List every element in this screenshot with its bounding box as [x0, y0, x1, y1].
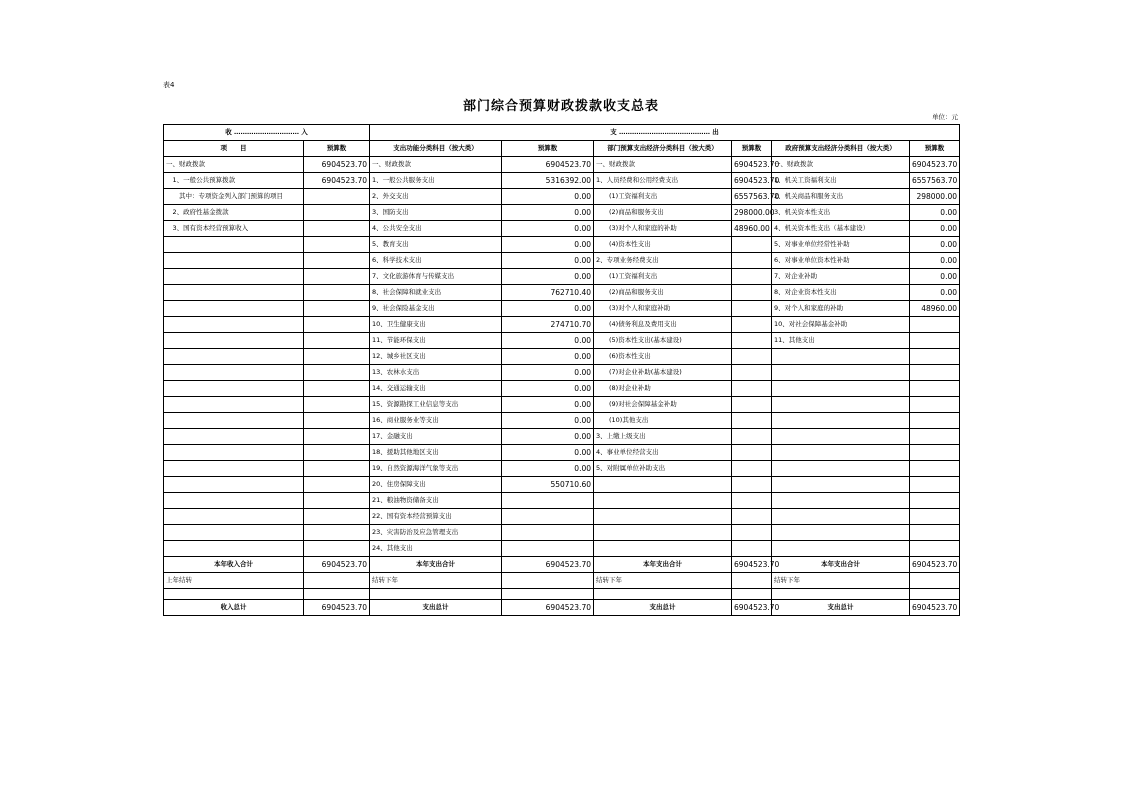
item-cell [772, 541, 910, 557]
column-header: 部门预算支出经济分类科目（按大类） [594, 141, 732, 157]
item-cell: 3、机关资本性支出 [772, 205, 910, 221]
item-cell: 9、对个人和家庭的补助 [772, 301, 910, 317]
amount-cell: 550710.60 [502, 477, 594, 493]
amount-cell [304, 285, 370, 301]
amount-cell [304, 365, 370, 381]
item-cell: 2、专项业务经费支出 [594, 253, 732, 269]
item-cell [772, 365, 910, 381]
item-cell: 1、一般公共服务支出 [370, 173, 502, 189]
amount-cell: 6904523.70 [732, 600, 772, 616]
table-row [164, 301, 960, 317]
item-cell: (4)债务利息及费用支出 [594, 317, 732, 333]
section-header-row [164, 125, 960, 141]
amount-cell [304, 333, 370, 349]
amount-cell: 6904523.70 [910, 600, 960, 616]
amount-cell: 0.00 [502, 381, 594, 397]
amount-cell [732, 397, 772, 413]
item-cell: 结转下年 [772, 573, 910, 589]
item-cell [772, 397, 910, 413]
item-cell: 4、事业单位经营支出 [594, 445, 732, 461]
item-cell [164, 445, 304, 461]
item-cell: 支出总计 [594, 600, 732, 616]
table-row [164, 205, 960, 221]
item-cell [772, 477, 910, 493]
item-cell: (1)工资福利支出 [594, 269, 732, 285]
amount-cell [304, 525, 370, 541]
table-row [164, 413, 960, 429]
item-cell: 一、财政拨款 [772, 157, 910, 173]
item-cell [164, 381, 304, 397]
item-cell [164, 413, 304, 429]
table-row [164, 157, 960, 173]
item-cell: 22、国有资本经营预算支出 [370, 509, 502, 525]
amount-cell [304, 397, 370, 413]
item-cell [164, 333, 304, 349]
item-cell [164, 541, 304, 557]
amount-cell: 0.00 [910, 269, 960, 285]
amount-cell: 298000.00 [732, 205, 772, 221]
page-title: 部门综合预算财政拨款收支总表 [462, 99, 659, 114]
item-cell [164, 269, 304, 285]
amount-cell [732, 365, 772, 381]
item-cell [772, 413, 910, 429]
item-cell [164, 493, 304, 509]
empty-cell [370, 589, 502, 600]
item-cell: (1)工资福利支出 [594, 189, 732, 205]
item-cell: 11、节能环保支出 [370, 333, 502, 349]
item-cell: 支出总计 [772, 600, 910, 616]
item-cell [772, 349, 910, 365]
column-header: 预算数 [910, 141, 960, 157]
item-cell: (9)对社会保障基金补助 [594, 397, 732, 413]
item-cell: 5、对事业单位经常性补助 [772, 237, 910, 253]
item-cell: 本年收入合计 [164, 557, 304, 573]
amount-cell [304, 205, 370, 221]
table-row [164, 221, 960, 237]
item-cell: 1、机关工资福利支出 [772, 173, 910, 189]
amount-cell: 0.00 [502, 365, 594, 381]
item-cell: 1、人员经费和公用经费支出 [594, 173, 732, 189]
item-cell [772, 445, 910, 461]
amount-cell: 6557563.70 [910, 173, 960, 189]
amount-cell [732, 253, 772, 269]
amount-cell: 0.00 [502, 301, 594, 317]
item-cell: 8、对企业资本性支出 [772, 285, 910, 301]
amount-cell: 6904523.70 [304, 157, 370, 173]
amount-cell: 0.00 [502, 445, 594, 461]
amount-cell [502, 573, 594, 589]
table-row [164, 237, 960, 253]
item-cell: 23、灾害防治及应急管理支出 [370, 525, 502, 541]
amount-cell [910, 573, 960, 589]
item-cell: 20、住房保障支出 [370, 477, 502, 493]
amount-cell [304, 509, 370, 525]
column-header: 项 目 [164, 141, 304, 157]
amount-cell [304, 477, 370, 493]
item-cell [594, 509, 732, 525]
amount-cell [304, 461, 370, 477]
item-cell [164, 509, 304, 525]
amount-cell [910, 429, 960, 445]
table-row [164, 541, 960, 557]
item-cell: 一、财政拨款 [164, 157, 304, 173]
amount-cell: 0.00 [502, 461, 594, 477]
item-cell: 16、商业服务业等支出 [370, 413, 502, 429]
empty-cell [910, 589, 960, 600]
amount-cell: 6904523.70 [502, 157, 594, 173]
item-cell [594, 477, 732, 493]
item-cell [164, 429, 304, 445]
item-cell: 21、粮油物资储备支出 [370, 493, 502, 509]
year-total-row [164, 557, 960, 573]
amount-cell [732, 237, 772, 253]
amount-cell [304, 381, 370, 397]
amount-cell: 6904523.70 [502, 600, 594, 616]
item-cell: 4、机关资本性支出（基本建设） [772, 221, 910, 237]
column-header: 预算数 [304, 141, 370, 157]
item-cell: 6、科学技术支出 [370, 253, 502, 269]
amount-cell [732, 349, 772, 365]
item-cell: 2、政府性基金拨款 [164, 205, 304, 221]
carry-over-row [164, 573, 960, 589]
amount-cell: 6904523.70 [732, 157, 772, 173]
item-cell: 2、外交支出 [370, 189, 502, 205]
item-cell: 18、援助其他地区支出 [370, 445, 502, 461]
item-cell: 10、卫生健康支出 [370, 317, 502, 333]
item-cell: 支出总计 [370, 600, 502, 616]
item-cell: 19、自然资源海洋气象等支出 [370, 461, 502, 477]
amount-cell [732, 269, 772, 285]
item-cell: 10、对社会保障基金补助 [772, 317, 910, 333]
amount-cell [732, 509, 772, 525]
amount-cell: 0.00 [502, 413, 594, 429]
amount-cell: 0.00 [502, 349, 594, 365]
amount-cell [732, 461, 772, 477]
column-header-row [164, 141, 960, 157]
amount-cell [732, 317, 772, 333]
table-row [164, 365, 960, 381]
table-row [164, 317, 960, 333]
table-row [164, 189, 960, 205]
item-cell [164, 285, 304, 301]
amount-cell [732, 573, 772, 589]
item-cell [772, 509, 910, 525]
item-cell: 其中：专项资金列入部门预算的项目 [164, 189, 304, 205]
item-cell [164, 349, 304, 365]
amount-cell [732, 445, 772, 461]
item-cell [594, 541, 732, 557]
table-row [164, 285, 960, 301]
column-header: 支出功能分类科目（按大类） [370, 141, 502, 157]
amount-cell: 0.00 [502, 269, 594, 285]
empty-cell [502, 589, 594, 600]
table-label: 表4 [163, 81, 175, 89]
column-header: 政府预算支出经济分类科目（按大类） [772, 141, 910, 157]
item-cell [772, 429, 910, 445]
amount-cell [304, 237, 370, 253]
item-cell [164, 461, 304, 477]
item-cell: 本年支出合计 [594, 557, 732, 573]
item-cell [164, 525, 304, 541]
amount-cell: 6904523.70 [732, 557, 772, 573]
amount-cell: 5316392.00 [502, 173, 594, 189]
item-cell [164, 237, 304, 253]
item-cell: 3、上缴上级支出 [594, 429, 732, 445]
item-cell [594, 525, 732, 541]
item-cell: (4)资本性支出 [594, 237, 732, 253]
item-cell: 5、教育支出 [370, 237, 502, 253]
amount-cell [502, 525, 594, 541]
item-cell: 1、一般公共预算拨款 [164, 173, 304, 189]
item-cell: 15、资源勘探工业信息等支出 [370, 397, 502, 413]
item-cell: 17、金融支出 [370, 429, 502, 445]
table-row [164, 333, 960, 349]
amount-cell [304, 445, 370, 461]
item-cell [772, 493, 910, 509]
amount-cell: 0.00 [502, 237, 594, 253]
amount-cell [910, 349, 960, 365]
item-cell: 2、机关商品和服务支出 [772, 189, 910, 205]
item-cell: 一、财政拨款 [370, 157, 502, 173]
amount-cell [732, 493, 772, 509]
empty-cell [594, 589, 732, 600]
table-row [164, 445, 960, 461]
table-row [164, 461, 960, 477]
item-cell: 13、农林水支出 [370, 365, 502, 381]
amount-cell [732, 429, 772, 445]
item-cell: 8、社会保障和就业支出 [370, 285, 502, 301]
item-cell: 本年支出合计 [370, 557, 502, 573]
amount-cell [732, 381, 772, 397]
table-row [164, 397, 960, 413]
column-header: 预算数 [502, 141, 594, 157]
item-cell: 24、其他支出 [370, 541, 502, 557]
amount-cell [732, 301, 772, 317]
amount-cell: 0.00 [910, 285, 960, 301]
amount-cell: 0.00 [910, 221, 960, 237]
empty-cell [304, 589, 370, 600]
table-row [164, 269, 960, 285]
item-cell: (3)对个人和家庭的补助 [594, 221, 732, 237]
amount-cell: 0.00 [502, 205, 594, 221]
amount-cell [304, 221, 370, 237]
amount-cell [304, 541, 370, 557]
amount-cell [910, 365, 960, 381]
amount-cell: 6904523.70 [304, 173, 370, 189]
amount-cell [304, 253, 370, 269]
item-cell: (5)资本性支出(基本建设) [594, 333, 732, 349]
item-cell: (7)对企业补助(基本建设) [594, 365, 732, 381]
amount-cell [304, 317, 370, 333]
table-row [164, 381, 960, 397]
amount-cell [910, 461, 960, 477]
amount-cell: 0.00 [502, 221, 594, 237]
empty-cell [772, 589, 910, 600]
amount-cell [910, 317, 960, 333]
item-cell: 上年结转 [164, 573, 304, 589]
item-cell [772, 381, 910, 397]
amount-cell: 6904523.70 [502, 557, 594, 573]
amount-cell [910, 381, 960, 397]
amount-cell [304, 493, 370, 509]
item-cell: (3)对个人和家庭补助 [594, 301, 732, 317]
item-cell: 结转下年 [594, 573, 732, 589]
income-section-header: 收 ………………………… 入 [164, 125, 370, 141]
item-cell: 3、国有资本经营预算收入 [164, 221, 304, 237]
item-cell: 结转下年 [370, 573, 502, 589]
item-cell: 12、城乡社区支出 [370, 349, 502, 365]
column-header: 预算数 [732, 141, 772, 157]
item-cell: (2)商品和服务支出 [594, 285, 732, 301]
amount-cell [910, 525, 960, 541]
item-cell [772, 461, 910, 477]
amount-cell [304, 413, 370, 429]
amount-cell: 0.00 [502, 253, 594, 269]
item-cell: (8)对企业补助 [594, 381, 732, 397]
amount-cell: 6904523.70 [732, 173, 772, 189]
expense-section-header: 支 …………………………………… 出 [370, 125, 960, 141]
amount-cell: 0.00 [910, 205, 960, 221]
item-cell: 7、文化旅游体育与传媒支出 [370, 269, 502, 285]
amount-cell: 6904523.70 [910, 557, 960, 573]
amount-cell: 0.00 [502, 429, 594, 445]
item-cell [164, 317, 304, 333]
amount-cell [304, 429, 370, 445]
item-cell [164, 301, 304, 317]
item-cell: 本年支出合计 [772, 557, 910, 573]
amount-cell [732, 413, 772, 429]
amount-cell: 0.00 [502, 189, 594, 205]
amount-cell: 6904523.70 [304, 557, 370, 573]
amount-cell: 48960.00 [910, 301, 960, 317]
amount-cell [304, 189, 370, 205]
item-cell: (2)商品和服务支出 [594, 205, 732, 221]
item-cell: (10)其他支出 [594, 413, 732, 429]
amount-cell: 0.00 [910, 253, 960, 269]
table-row [164, 493, 960, 509]
item-cell [772, 525, 910, 541]
item-cell: 11、其他支出 [772, 333, 910, 349]
amount-cell: 0.00 [502, 397, 594, 413]
table-row [164, 349, 960, 365]
amount-cell [502, 541, 594, 557]
item-cell: 收入总计 [164, 600, 304, 616]
item-cell [164, 477, 304, 493]
amount-cell: 274710.70 [502, 317, 594, 333]
table-row [164, 173, 960, 189]
amount-cell: 6904523.70 [304, 600, 370, 616]
table-row [164, 253, 960, 269]
amount-cell [910, 413, 960, 429]
amount-cell: 0.00 [910, 237, 960, 253]
unit-label: 单位：元 [932, 113, 958, 121]
amount-cell [910, 397, 960, 413]
amount-cell [910, 477, 960, 493]
amount-cell: 6557563.70 [732, 189, 772, 205]
table-row [164, 525, 960, 541]
item-cell [164, 365, 304, 381]
item-cell: (6)资本性支出 [594, 349, 732, 365]
amount-cell [304, 301, 370, 317]
amount-cell [304, 573, 370, 589]
budget-table [163, 124, 960, 616]
item-cell: 6、对事业单位资本性补助 [772, 253, 910, 269]
amount-cell [910, 445, 960, 461]
amount-cell: 762710.40 [502, 285, 594, 301]
amount-cell [732, 285, 772, 301]
table-body [164, 125, 960, 616]
item-cell: 4、公共安全支出 [370, 221, 502, 237]
amount-cell: 298000.00 [910, 189, 960, 205]
amount-cell: 48960.00 [732, 221, 772, 237]
item-cell: 3、国防支出 [370, 205, 502, 221]
amount-cell [910, 541, 960, 557]
item-cell: 一、财政拨款 [594, 157, 732, 173]
spacer-row [164, 589, 960, 600]
amount-cell [910, 493, 960, 509]
amount-cell [304, 349, 370, 365]
amount-cell [502, 509, 594, 525]
table-row [164, 509, 960, 525]
item-cell: 5、对附属单位补助支出 [594, 461, 732, 477]
amount-cell: 0.00 [502, 333, 594, 349]
amount-cell [732, 333, 772, 349]
grand-total-row [164, 600, 960, 616]
item-cell: 14、交通运输支出 [370, 381, 502, 397]
item-cell [164, 397, 304, 413]
empty-cell [732, 589, 772, 600]
amount-cell [910, 333, 960, 349]
amount-cell [732, 477, 772, 493]
table-row [164, 477, 960, 493]
amount-cell: 6904523.70 [910, 157, 960, 173]
amount-cell [910, 509, 960, 525]
item-cell: 9、社会保险基金支出 [370, 301, 502, 317]
amount-cell [502, 493, 594, 509]
item-cell: 7、对企业补助 [772, 269, 910, 285]
empty-cell [164, 589, 304, 600]
amount-cell [732, 541, 772, 557]
amount-cell [304, 269, 370, 285]
item-cell [164, 253, 304, 269]
table-row [164, 429, 960, 445]
amount-cell [732, 525, 772, 541]
item-cell [594, 493, 732, 509]
